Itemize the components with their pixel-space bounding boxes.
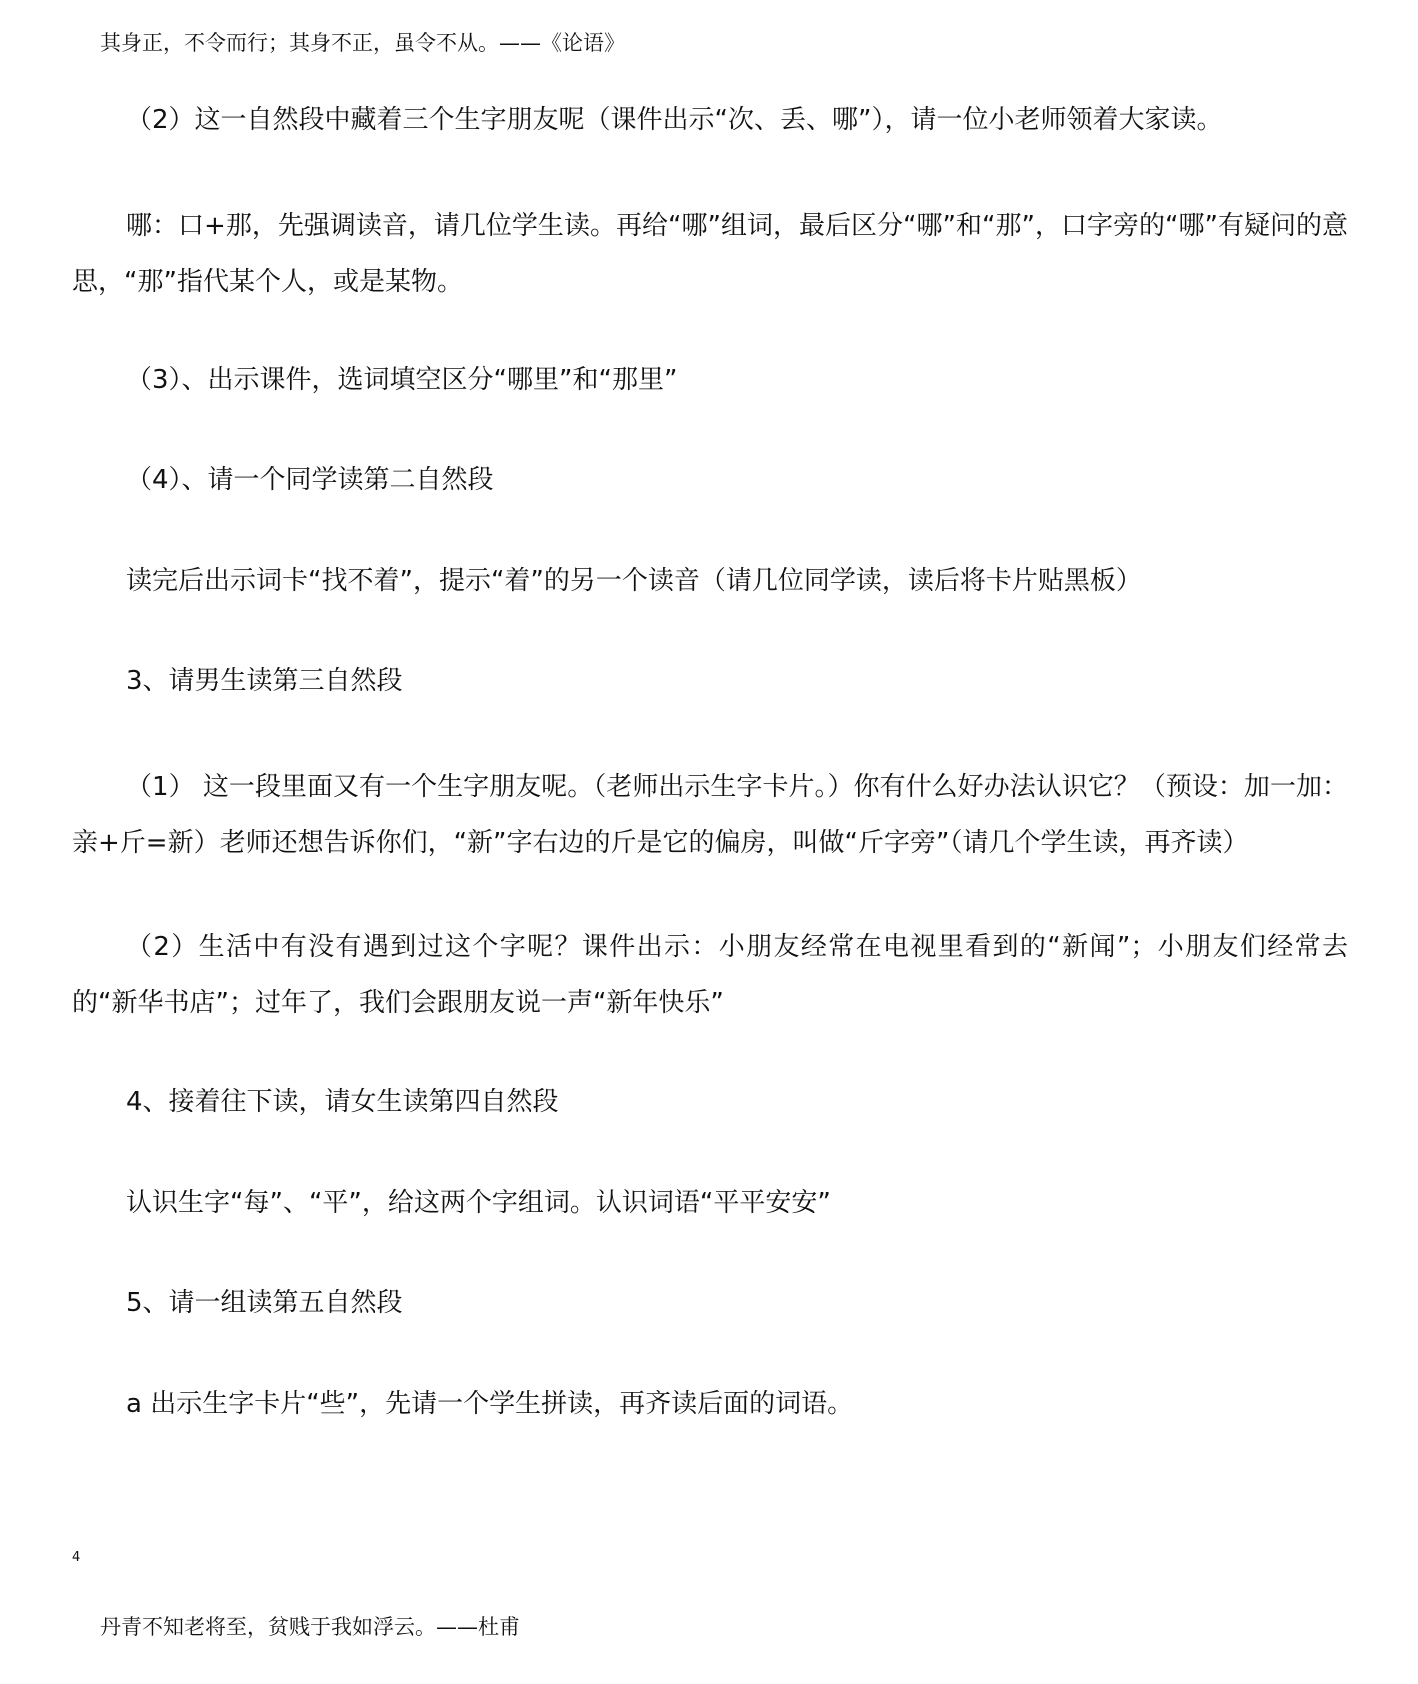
paragraph: （1） 这一段里面又有一个生字朋友呢。（老师出示生字卡片。）你有什么好办法认识它？（预设：加一加：亲+斤=新）老师还想告诉你们，“新”字右边的斤是它的偏房，叫做“斤字旁”（请几个学生读，再齐读） [72, 772, 1348, 858]
paragraph: a 出示生字卡片“些”，先请一个学生拼读，再齐读后面的词语。 [126, 1389, 854, 1419]
paragraph: （3）、出示课件，选词填空区分“哪里”和“那里” [126, 365, 678, 395]
paragraph: 哪：口+那，先强调读音，请几位学生读。再给“哪”组词，最后区分“哪”和“那”，口字旁的“哪”有疑问的意思，“那”指代某个人，或是某物。 [72, 211, 1348, 297]
paragraph: 5、请一组读第五自然段 [126, 1288, 403, 1318]
paragraph: 认识生字“每”、“平”，给这两个字组词。认识词语“平平安安” [126, 1188, 831, 1218]
paragraph: 3、请男生读第三自然段 [126, 666, 403, 696]
paragraph: 读完后出示词卡“找不着”，提示“着”的另一个读音（请几位同学读，读后将卡片贴黑板） [126, 566, 1142, 596]
page-number: 4 [72, 1550, 81, 1565]
paragraph: 4、接着往下读，请女生读第四自然段 [126, 1087, 559, 1117]
footer-quote: 丹青不知老将至，贫贱于我如浮云。——杜甫 [100, 1615, 520, 1639]
paragraph: （2）生活中有没有遇到过这个字呢？课件出示：小朋友经常在电视里看到的“新闻”；小朋友们经常去的“新华书店”；过年了，我们会跟朋友说一声“新年快乐” [72, 932, 1348, 1018]
header-quote: 其身正，不令而行；其身不正，虽令不从。——《论语》 [100, 31, 625, 55]
paragraph: （4）、请一个同学读第二自然段 [126, 465, 494, 495]
paragraph: （2）这一自然段中藏着三个生字朋友呢（课件出示“次、丢、哪”），请一位小老师领着大家读。 [126, 105, 1223, 135]
